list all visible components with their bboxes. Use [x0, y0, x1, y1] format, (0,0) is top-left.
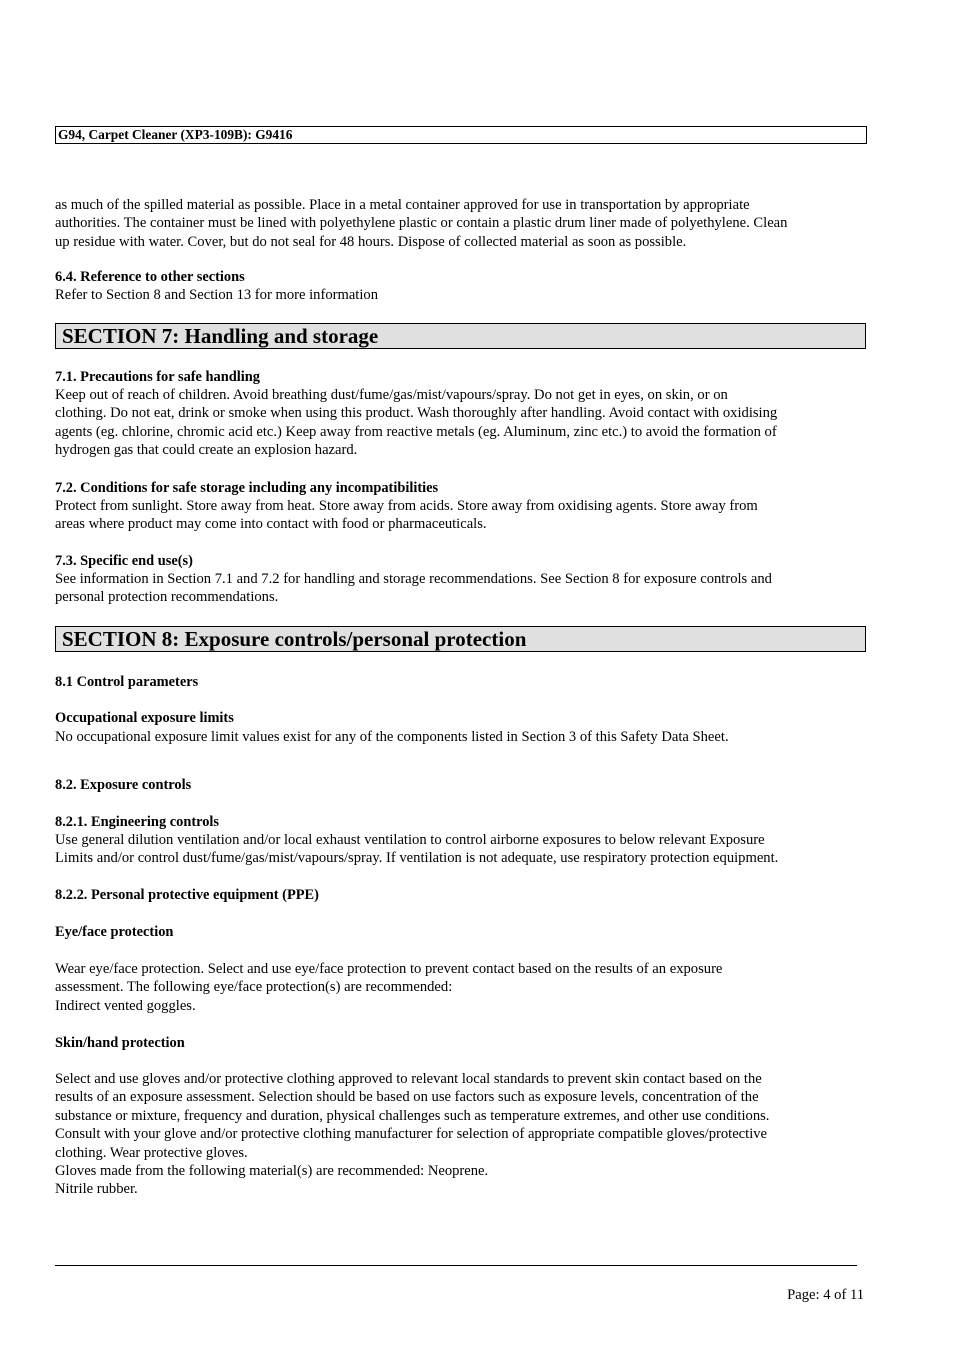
section-8-title: SECTION 8: Exposure controls/personal protection [55, 626, 866, 652]
heading-7-3: 7.3. Specific end use(s) [55, 553, 193, 569]
heading-8-2-1: 8.2.1. Engineering controls [55, 814, 220, 830]
text-occupational-exposure-limits: No occupational exposure limit values exist for any of the components listed in Section 3 of this Safety Data Sheet. [55, 729, 729, 745]
text-skin-hand-protection: Select and use gloves and/or protective clothing approved to relevant local standards to prevent skin contact based on the results of an exposure assessment. Selection should be based on use factors such as exposure levels, concentration of the substance or mixture, frequency and duration, physical challenges such as temperature extremes, and other use conditions. Consult with your glove and/or protective clothing manufacturer for selection of appropriate compatible gloves/protective clothing. Wear protective gloves. Gloves made from the following material(s) are recommended: Neoprene. Nitrile rubber. [55, 1071, 770, 1198]
heading-6-4: 6.4. Reference to other sections [55, 269, 245, 285]
text-8-2-1: Use general dilution ventilation and/or local exhaust ventilation to control airborne exposures to below relevant Exposure Limits and/or control dust/fume/gas/mist/vapours/spray. If ventilation is not adequate, use respiratory protection equipment. [55, 832, 779, 867]
section-7-title: SECTION 7: Handling and storage [55, 323, 866, 349]
heading-8-2: 8.2. Exposure controls [55, 777, 192, 793]
text-7-2: Protect from sunlight. Store away from heat. Store away from acids. Store away from oxidising agents. Store away from areas where product may come into contact with food or pharmaceuticals. [55, 498, 758, 533]
heading-occupational-exposure-limits: Occupational exposure limits [55, 710, 234, 726]
text-7-3: See information in Section 7.1 and 7.2 for handling and storage recommendations. See Section 8 for exposure controls and personal protection recommendations. [55, 571, 772, 606]
heading-eye-face-protection: Eye/face protection [55, 924, 174, 940]
footer-rule [55, 1265, 857, 1266]
heading-skin-hand-protection: Skin/hand protection [55, 1035, 185, 1051]
text-7-1: Keep out of reach of children. Avoid breathing dust/fume/gas/mist/vapours/spray. Do not get in eyes, on skin, or on clothing. Do not eat, drink or smoke when using this product. Wash thoroughly after handling. Avoid contact with oxidising agents (eg. chlorine, chromic acid etc.) Keep away from reactive metals (eg. Aluminum, zinc etc.) to avoid the formation of hydrogen gas that could create an explosion hazard. [55, 387, 778, 459]
heading-8-1: 8.1 Control parameters [55, 674, 199, 690]
spill-cleanup-continued-text: as much of the spilled material as possible. Place in a metal container approved for use in transportation by appropriate authorities. The container must be lined with polyethylene plastic or contain a plastic drum liner made of polyethylene. Clean up residue with water. Cover, but do not seal for 48 hours. Dispose of collected material as soon as possible. [55, 197, 788, 250]
text-6-4: Refer to Section 8 and Section 13 for more information [55, 287, 379, 303]
page-number: Page: 4 of 11 [787, 1287, 864, 1303]
document-header: G94, Carpet Cleaner (XP3-109B): G9416 [55, 126, 867, 144]
heading-7-2: 7.2. Conditions for safe storage including any incompatibilities [55, 480, 439, 496]
text-eye-face-protection: Wear eye/face protection. Select and use eye/face protection to prevent contact based on the results of an exposure assessment. The following eye/face protection(s) are recommended: Indirect vented goggles. [55, 961, 723, 1014]
heading-7-1: 7.1. Precautions for safe handling [55, 369, 260, 385]
heading-8-2-2: 8.2.2. Personal protective equipment (PPE) [55, 887, 319, 903]
